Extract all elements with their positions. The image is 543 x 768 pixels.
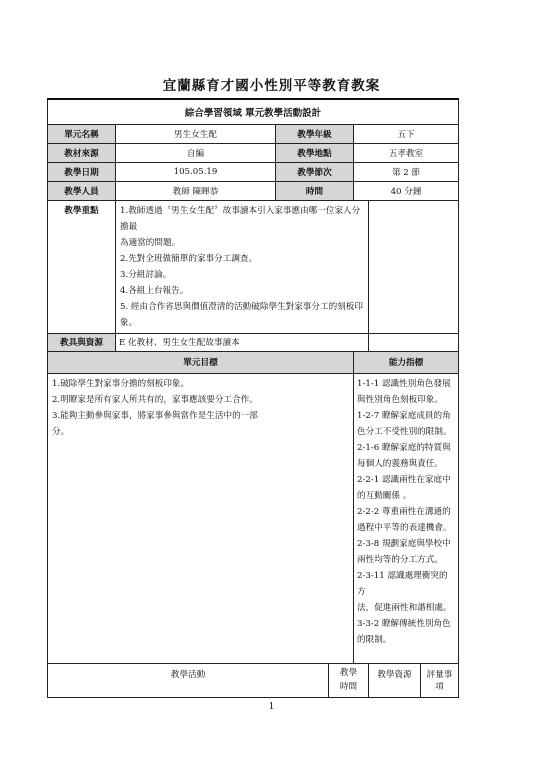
- indicator-line: 2-3-11 認識處理衝突的方: [357, 570, 448, 597]
- focus-line: 1.教師透過〝男生女生配〞故事讀本引入家事應由哪一位家人分擔最: [120, 205, 361, 232]
- time-value: 40 分鐘: [354, 181, 459, 200]
- indicator-line: 色分工不受性別的限制。: [357, 426, 452, 437]
- indicator-line: 2-1-6 瞭解家庭的特質與: [357, 442, 451, 453]
- indicator-line: 1-1-1 認識性別角色發展: [357, 378, 451, 389]
- teacher-value: 教師 陳暉恭: [116, 181, 276, 200]
- page-title: 宜蘭縣育才國小性別平等教育教案: [162, 78, 381, 94]
- focus-line: 3.分組討論。: [120, 269, 172, 280]
- unit-name-label: 單元名稱: [48, 124, 116, 143]
- indicator-line: 2-3-8 規劃家庭與學校中: [357, 538, 451, 549]
- info-row-source: [48, 143, 459, 162]
- objectives-header: 單元目標: [48, 351, 354, 373]
- indicator-line: 的限制。: [357, 634, 392, 645]
- activity-resources-header: 教學資源: [369, 663, 421, 697]
- focus-line: 4.各組上台報告。: [120, 285, 189, 296]
- time-label: 時間: [276, 181, 354, 200]
- grade-value: 五下: [354, 124, 459, 143]
- objectives-content: [48, 373, 354, 663]
- section-title: 綜合學習領域 單元教學活動設計: [48, 99, 459, 124]
- period-value: 第 2 節: [354, 162, 459, 181]
- objective-line: 1.破除學生對家事分擔的刻板印象。: [52, 378, 190, 389]
- objective-line: 3.能夠主動參與家事，將家事參與當作是生活中的一部: [52, 410, 258, 421]
- indicator-line: 每個人的義務與責任。: [357, 458, 443, 469]
- teacher-label: 教學人員: [48, 181, 116, 200]
- indicator-line: 過程中平等的表達機會。: [357, 522, 452, 533]
- indicator-line: 兩性均等的分工方式。: [357, 554, 443, 565]
- focus-line: 2.先對全班做簡單的家事分工調查。: [120, 253, 258, 264]
- activity-header-row: [48, 663, 459, 697]
- objectives-row: [48, 373, 459, 663]
- indicator-line: 1-2-7 瞭解家庭成員的角: [357, 410, 451, 421]
- objective-line: 2.明瞭家是所有家人所共有的，家事應該要分工合作。: [52, 394, 258, 405]
- page-number: 1: [268, 702, 275, 712]
- focus-content: [116, 200, 369, 333]
- unit-name-value: 男生女生配: [116, 124, 276, 143]
- info-row-unit: [48, 124, 459, 143]
- period-label: 教學節次: [276, 162, 354, 181]
- indicator-line: 2-2-1 認識兩性在家庭中: [357, 474, 451, 485]
- resources-row: [48, 333, 459, 351]
- resources-value: E 化教材、男生女生配故事讀本: [116, 333, 369, 351]
- activity-time-line: 教學: [339, 668, 358, 678]
- focus-label: 教學重點: [48, 200, 116, 333]
- indicators-content: [354, 373, 459, 663]
- indicator-line: 與性別角色刻板印象。: [357, 394, 443, 405]
- resources-blank-cell: [369, 333, 459, 351]
- source-value: 自編: [116, 143, 276, 162]
- indicator-line: 2-2-2 尊重兩性在溝通的: [357, 506, 451, 517]
- location-label: 教學地點: [276, 143, 354, 162]
- grade-label: 教學年級: [276, 124, 354, 143]
- activity-evaluation-header: 評量事項: [421, 663, 459, 697]
- focus-blank-cell: [369, 200, 459, 333]
- indicator-line: 的互動關係 。: [357, 490, 412, 501]
- indicator-line: 法，促進兩性和諧相處。: [357, 602, 452, 613]
- indicator-line: 3-3-2 瞭解傳統性別角色: [357, 618, 451, 629]
- activity-time-line: 時間: [339, 682, 358, 692]
- info-row-teacher: [48, 181, 459, 200]
- date-label: 教學日期: [48, 162, 116, 181]
- activity-time-header: [329, 663, 369, 697]
- focus-line: 為適當的問題。: [120, 237, 181, 248]
- focus-line: 象。: [120, 317, 138, 328]
- objective-line: 分。: [52, 426, 70, 437]
- info-row-date: [48, 162, 459, 181]
- lesson-plan-table: [47, 98, 459, 698]
- resources-label: 教具與資源: [48, 333, 116, 351]
- indicators-header: 能力指標: [354, 351, 459, 373]
- objectives-header-row: [48, 351, 459, 373]
- source-label: 教材來源: [48, 143, 116, 162]
- focus-line: 5. 經由合作省思與價值澄清的活動破除學生對家事分工的刻板印: [120, 301, 363, 312]
- location-value: 五孝教室: [354, 143, 459, 162]
- date-value: 105.05.19: [116, 162, 276, 181]
- focus-row: [48, 200, 459, 333]
- activity-header: 教學活動: [48, 663, 329, 697]
